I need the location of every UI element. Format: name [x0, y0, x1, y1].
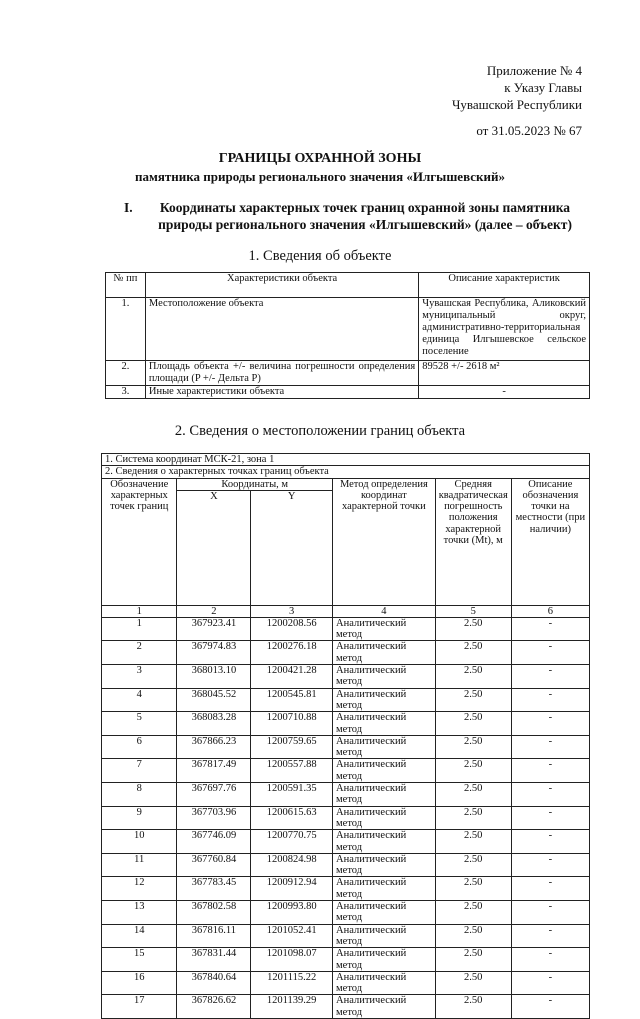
- appendix-line-1: Приложение № 4: [486, 63, 582, 78]
- header-designation: Обозначение характерных точек границ: [102, 478, 177, 605]
- coord-y: 1201139.29: [251, 995, 333, 1019]
- coord-x: 367746.09: [177, 830, 251, 854]
- coord-x: 368083.28: [177, 712, 251, 736]
- table-row: [102, 617, 590, 641]
- appendix-line-3: Чувашской Республики: [451, 97, 582, 112]
- method: Аналитический метод: [333, 877, 436, 901]
- table-header-row: [102, 478, 590, 490]
- table-row: [102, 712, 590, 736]
- header-method: Метод определения координат характерной точки: [333, 478, 436, 605]
- point-number: 1: [102, 617, 177, 641]
- table-row: [106, 298, 590, 361]
- coord-y: 1200993.80: [251, 901, 333, 925]
- coord-x: 367840.64: [177, 971, 251, 995]
- table-row: [102, 735, 590, 759]
- points-caption: 2. Сведения о характерных точках границ объекта: [102, 466, 590, 478]
- coord-x: 367817.49: [177, 759, 251, 783]
- section-1-heading-text: Координаты характерных точек границ охранной зоны памятника природы регионального значения «Илгышевский» (далее – объект): [158, 200, 572, 232]
- row-characteristic: Иные характеристики объекта: [145, 386, 418, 399]
- row-num: 3.: [106, 386, 146, 399]
- coord-x: 367697.76: [177, 783, 251, 807]
- table-row: [102, 853, 590, 877]
- mt-value: 2.50: [435, 830, 511, 854]
- coord-y: 1200276.18: [251, 641, 333, 665]
- method: Аналитический метод: [333, 735, 436, 759]
- row-description: -: [419, 386, 590, 399]
- mt-value: 2.50: [435, 971, 511, 995]
- method: Аналитический метод: [333, 830, 436, 854]
- row-characteristic: Местоположение объекта: [145, 298, 418, 361]
- point-number: 13: [102, 901, 177, 925]
- table-row: [102, 665, 590, 689]
- header-y: Y: [251, 490, 333, 605]
- mt-value: 2.50: [435, 995, 511, 1019]
- table-row: [102, 783, 590, 807]
- coord-y: 1200208.56: [251, 617, 333, 641]
- table-row: [102, 901, 590, 925]
- point-description: -: [511, 688, 589, 712]
- method: Аналитический метод: [333, 924, 436, 948]
- boundary-points-table: [101, 453, 590, 1019]
- point-number: 17: [102, 995, 177, 1019]
- column-number: 6: [511, 605, 589, 617]
- point-description: -: [511, 948, 589, 972]
- point-description: -: [511, 735, 589, 759]
- coord-x: 367923.41: [177, 617, 251, 641]
- point-description: -: [511, 806, 589, 830]
- point-description: -: [511, 995, 589, 1019]
- coord-y: 1200557.88: [251, 759, 333, 783]
- coord-y: 1201115.22: [251, 971, 333, 995]
- mt-value: 2.50: [435, 877, 511, 901]
- point-number: 2: [102, 641, 177, 665]
- point-description: -: [511, 877, 589, 901]
- header-description: Описание характеристик: [419, 273, 590, 298]
- point-number: 11: [102, 853, 177, 877]
- point-description: -: [511, 924, 589, 948]
- point-description: -: [511, 853, 589, 877]
- point-number: 9: [102, 806, 177, 830]
- method: Аналитический метод: [333, 995, 436, 1019]
- coordinate-system: 1. Система координат МСК-21, зона 1: [102, 454, 590, 466]
- document-title: ГРАНИЦЫ ОХРАННОЙ ЗОНЫ: [218, 151, 422, 166]
- method: Аналитический метод: [333, 712, 436, 736]
- table-header-row: [106, 273, 590, 298]
- point-description: -: [511, 830, 589, 854]
- method: Аналитический метод: [333, 806, 436, 830]
- point-description: -: [511, 617, 589, 641]
- table-row: [106, 361, 590, 386]
- coord-x: 367826.62: [177, 995, 251, 1019]
- mt-value: 2.50: [435, 735, 511, 759]
- point-number: 16: [102, 971, 177, 995]
- method: Аналитический метод: [333, 783, 436, 807]
- document-subtitle: памятника природы регионального значения «Илгышевский»: [135, 169, 505, 184]
- column-number: 4: [333, 605, 436, 617]
- table-row: [102, 830, 590, 854]
- method: Аналитический метод: [333, 971, 436, 995]
- point-description: -: [511, 759, 589, 783]
- table-row: [102, 641, 590, 665]
- method: Аналитический метод: [333, 901, 436, 925]
- coord-x: 367760.84: [177, 853, 251, 877]
- header-coordinates: Координаты, м: [177, 478, 333, 490]
- point-description: -: [511, 971, 589, 995]
- coord-y: 1200615.63: [251, 806, 333, 830]
- mt-value: 2.50: [435, 948, 511, 972]
- method: Аналитический метод: [333, 759, 436, 783]
- section-1-heading: [108, 199, 588, 233]
- table-row: [106, 386, 590, 399]
- point-number: 3: [102, 665, 177, 689]
- table-row: [102, 877, 590, 901]
- table-row: [102, 688, 590, 712]
- point-number: 15: [102, 948, 177, 972]
- table-row: [102, 759, 590, 783]
- mt-value: 2.50: [435, 665, 511, 689]
- object-info-table: [105, 272, 590, 399]
- coord-y: 1201098.07: [251, 948, 333, 972]
- header-mt: Средняя квадратическая погрешность положения характерной точки (Mt), м: [435, 478, 511, 605]
- header-x: X: [177, 490, 251, 605]
- mt-value: 2.50: [435, 924, 511, 948]
- row-description: 89528 +/- 2618 м²: [419, 361, 590, 386]
- coord-x: 367703.96: [177, 806, 251, 830]
- table-row: [102, 971, 590, 995]
- method: Аналитический метод: [333, 688, 436, 712]
- coord-x: 367802.58: [177, 901, 251, 925]
- point-number: 12: [102, 877, 177, 901]
- mt-value: 2.50: [435, 617, 511, 641]
- coord-y: 1200824.98: [251, 853, 333, 877]
- row-num: 1.: [106, 298, 146, 361]
- point-description: -: [511, 783, 589, 807]
- point-number: 6: [102, 735, 177, 759]
- coord-y: 1200421.28: [251, 665, 333, 689]
- mt-value: 2.50: [435, 759, 511, 783]
- coord-y: 1201052.41: [251, 924, 333, 948]
- method: Аналитический метод: [333, 641, 436, 665]
- table-row: [102, 995, 590, 1019]
- point-number: 4: [102, 688, 177, 712]
- column-number: 5: [435, 605, 511, 617]
- coord-x: 367816.11: [177, 924, 251, 948]
- column-number: 1: [102, 605, 177, 617]
- table-row: [102, 806, 590, 830]
- mt-value: 2.50: [435, 641, 511, 665]
- mt-value: 2.50: [435, 712, 511, 736]
- point-number: 5: [102, 712, 177, 736]
- mt-value: 2.50: [435, 806, 511, 830]
- coord-x: 367974.83: [177, 641, 251, 665]
- mt-value: 2.50: [435, 688, 511, 712]
- row-description: Чувашская Республика, Аликовский муниципальный округ, административно-территориальная единица Илгышевское сельское поселение: [419, 298, 590, 361]
- mt-value: 2.50: [435, 901, 511, 925]
- coord-x: 367831.44: [177, 948, 251, 972]
- header-characteristic: Характеристики объекта: [145, 273, 418, 298]
- mt-value: 2.50: [435, 783, 511, 807]
- table-row: [102, 948, 590, 972]
- coord-y: 1200759.65: [251, 735, 333, 759]
- coord-y: 1200912.94: [251, 877, 333, 901]
- coord-x: 368013.10: [177, 665, 251, 689]
- method: Аналитический метод: [333, 617, 436, 641]
- header-num: № пп: [106, 273, 146, 298]
- point-description: -: [511, 901, 589, 925]
- subsection-object-info-title: 1. Сведения об объекте: [248, 248, 392, 264]
- header-point-description: Описание обозначения точки на местности (при наличии): [511, 478, 589, 605]
- point-number: 10: [102, 830, 177, 854]
- section-1-roman: I.: [124, 200, 133, 215]
- coord-y: 1200545.81: [251, 688, 333, 712]
- point-number: 7: [102, 759, 177, 783]
- decree-date-number: от 31.05.2023 № 67: [476, 123, 582, 138]
- point-number: 8: [102, 783, 177, 807]
- method: Аналитический метод: [333, 665, 436, 689]
- appendix-line-2: к Указу Главы: [504, 80, 582, 95]
- mt-value: 2.50: [435, 853, 511, 877]
- point-description: -: [511, 712, 589, 736]
- subsection-boundaries-title: 2. Сведения о местоположении границ объекта: [174, 423, 466, 439]
- coord-y: 1200710.88: [251, 712, 333, 736]
- coord-y: 1200770.75: [251, 830, 333, 854]
- appendix-block: [362, 62, 582, 139]
- point-description: -: [511, 665, 589, 689]
- method: Аналитический метод: [333, 853, 436, 877]
- row-num: 2.: [106, 361, 146, 386]
- coordinate-system-row: [102, 454, 590, 466]
- column-numbers-row: [102, 605, 590, 617]
- coord-x: 368045.52: [177, 688, 251, 712]
- coord-y: 1200591.35: [251, 783, 333, 807]
- points-body: [102, 617, 590, 1018]
- coord-x: 367866.23: [177, 735, 251, 759]
- coord-x: 367783.45: [177, 877, 251, 901]
- point-description: -: [511, 641, 589, 665]
- column-number: 2: [177, 605, 251, 617]
- table-row: [102, 924, 590, 948]
- row-characteristic: Площадь объекта +/- величина погрешности определения площади (P +/- Дельта P): [145, 361, 418, 386]
- points-caption-row: [102, 466, 590, 478]
- method: Аналитический метод: [333, 948, 436, 972]
- column-number: 3: [251, 605, 333, 617]
- point-number: 14: [102, 924, 177, 948]
